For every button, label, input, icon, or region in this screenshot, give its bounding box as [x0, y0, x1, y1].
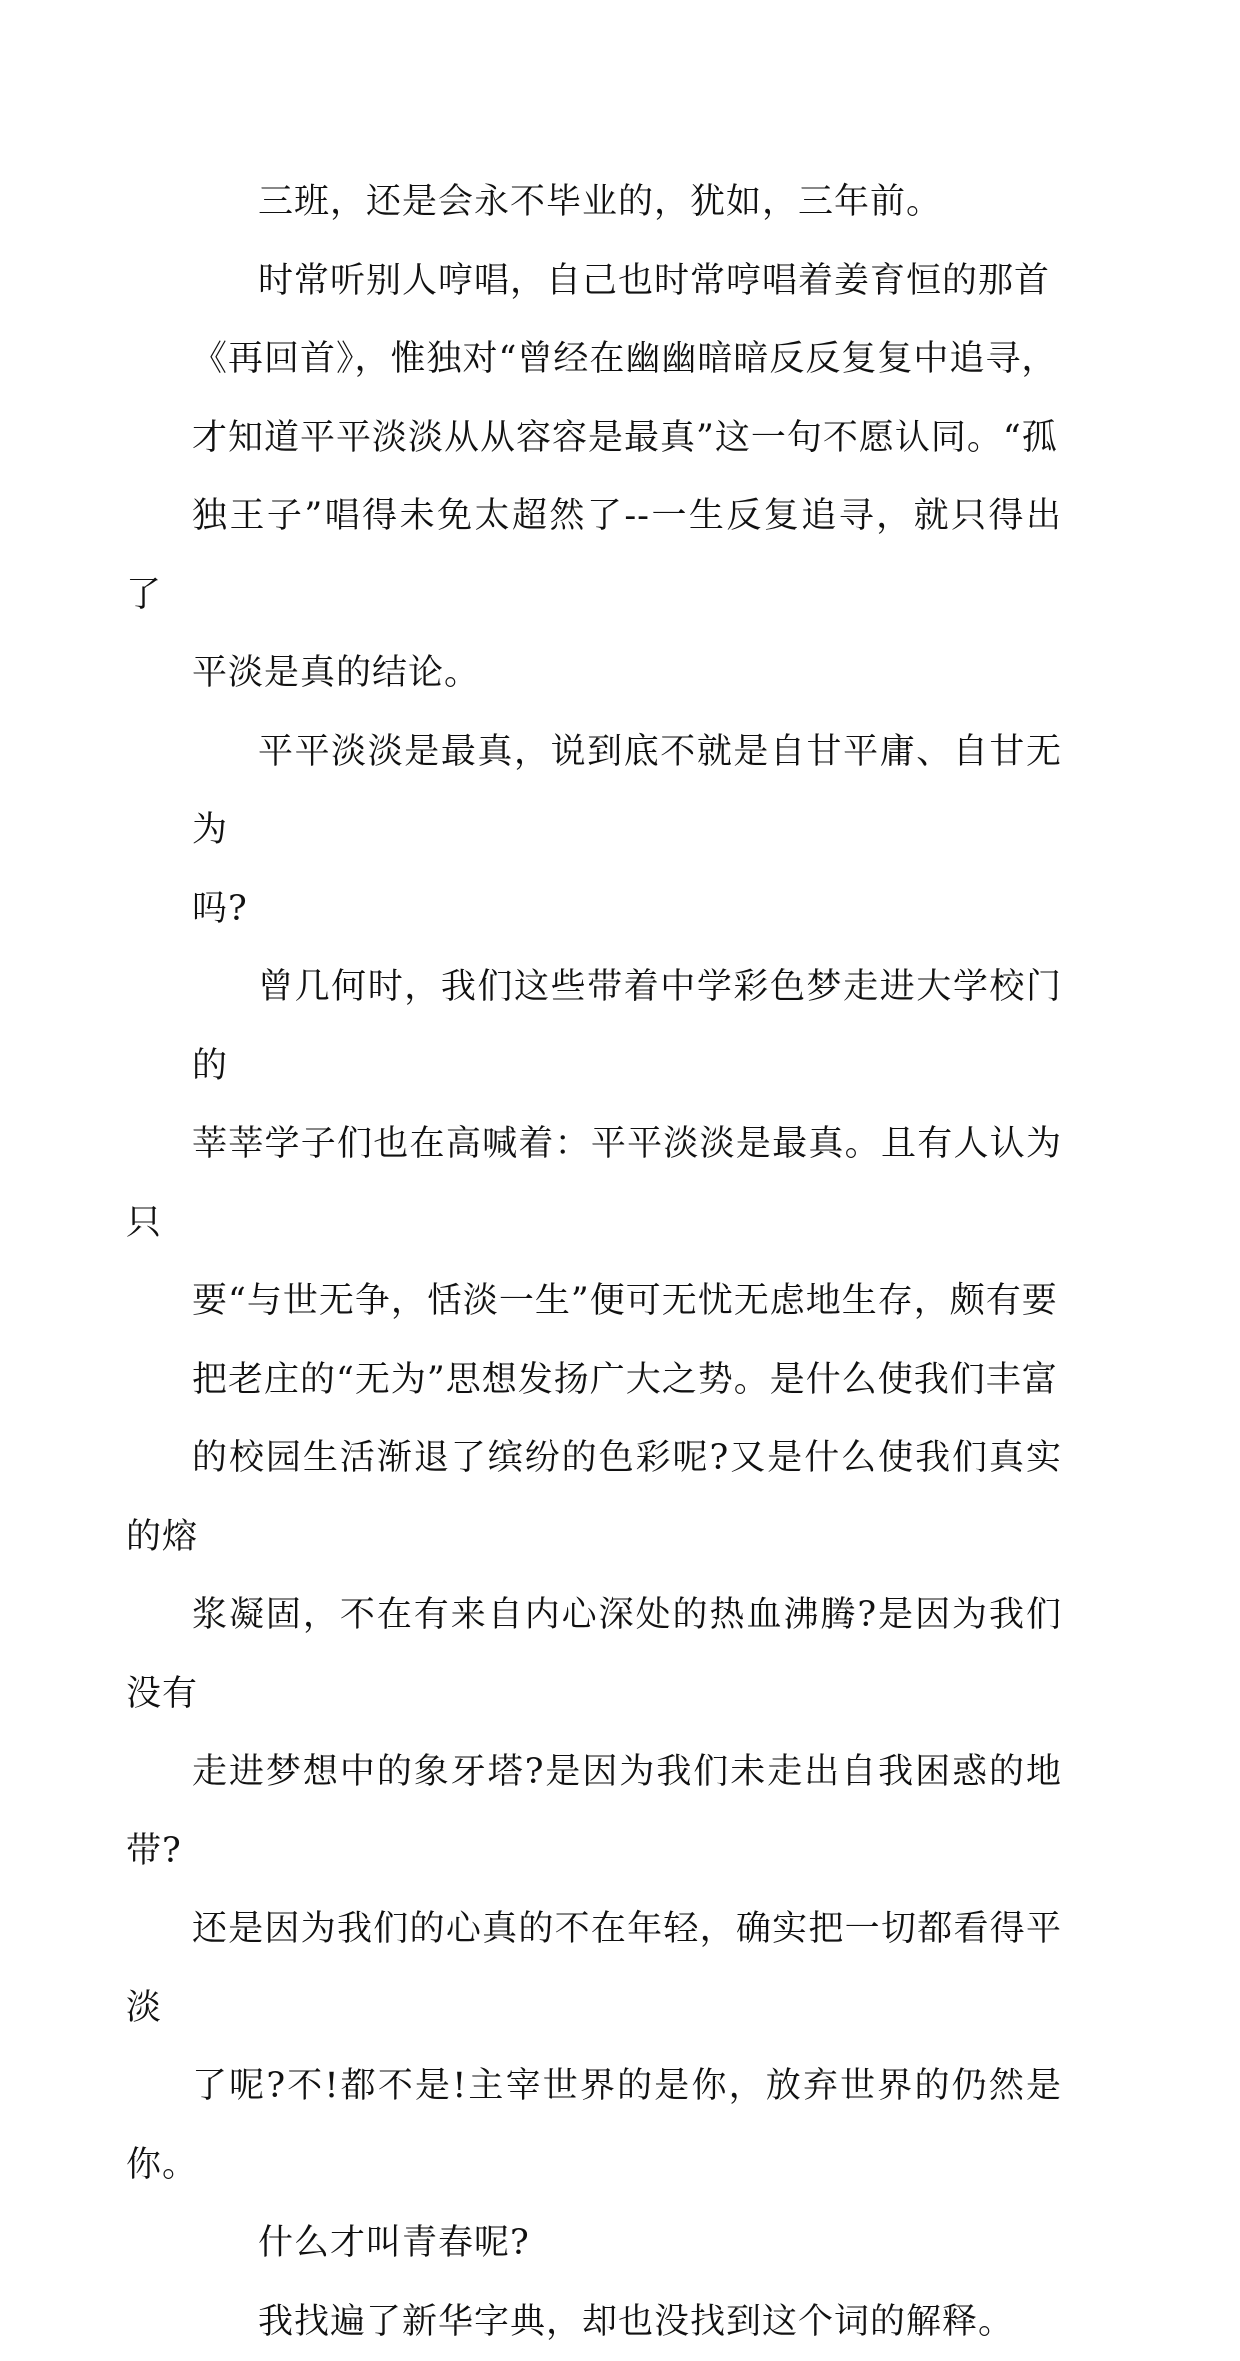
- text-line: 浆凝固，不在有来自内心深处的热血沸腾?是因为我们没有: [126, 1576, 1062, 1733]
- text-line: 平淡是真的结论。: [126, 634, 1062, 713]
- paragraph-5: [192, 2204, 1062, 2283]
- text-line: 莘莘学子们也在高喊着：平平淡淡是最真。且有人认为只: [126, 1105, 1062, 1262]
- text-line: 我找遍了新华字典，却也没找到这个词的解释。: [192, 2283, 1062, 2361]
- paragraph-2: [192, 242, 1062, 713]
- text-line: 了呢?不!都不是!主宰世界的是你，放弃世界的仍然是你。: [126, 2047, 1062, 2204]
- text-line: 要“与世无争，恬淡一生”便可无忧无虑地生存，颇有要: [126, 1262, 1062, 1341]
- text-line: 曾几何时，我们这些带着中学彩色梦走进大学校门的: [192, 948, 1062, 1105]
- document-body: [192, 163, 1062, 2361]
- text-line: 把老庄的“无为”思想发扬广大之势。是什么使我们丰富: [126, 1341, 1062, 1420]
- text-line: 走进梦想中的象牙塔?是因为我们未走出自我困惑的地带?: [126, 1733, 1062, 1890]
- text-line: 时常听别人哼唱，自己也时常哼唱着姜育恒的那首: [192, 242, 1062, 321]
- text-line: 平平淡淡是最真，说到底不就是自甘平庸、自甘无为: [192, 713, 1062, 870]
- text-line: 才知道平平淡淡从从容容是最真”这一句不愿认同。“孤: [126, 399, 1062, 478]
- text-line: 独王子”唱得未免太超然了--一生反复追寻，就只得出了: [126, 477, 1062, 634]
- paragraph-3: [192, 713, 1062, 949]
- text-line: 的校园生活渐退了缤纷的色彩呢?又是什么使我们真实的熔: [126, 1419, 1062, 1576]
- paragraph-4: [192, 948, 1062, 2204]
- text-line: 《再回首》，惟独对“曾经在幽幽暗暗反反复复中追寻，: [126, 320, 1062, 399]
- text-line: 还是因为我们的心真的不在年轻，确实把一切都看得平淡: [126, 1890, 1062, 2047]
- text-line: 三班，还是会永不毕业的，犹如，三年前。: [192, 163, 1062, 242]
- paragraph-6: [192, 2283, 1062, 2361]
- paragraph-1: [192, 163, 1062, 242]
- text-line: 什么才叫青春呢?: [192, 2204, 1062, 2283]
- text-line: 吗?: [126, 870, 1062, 949]
